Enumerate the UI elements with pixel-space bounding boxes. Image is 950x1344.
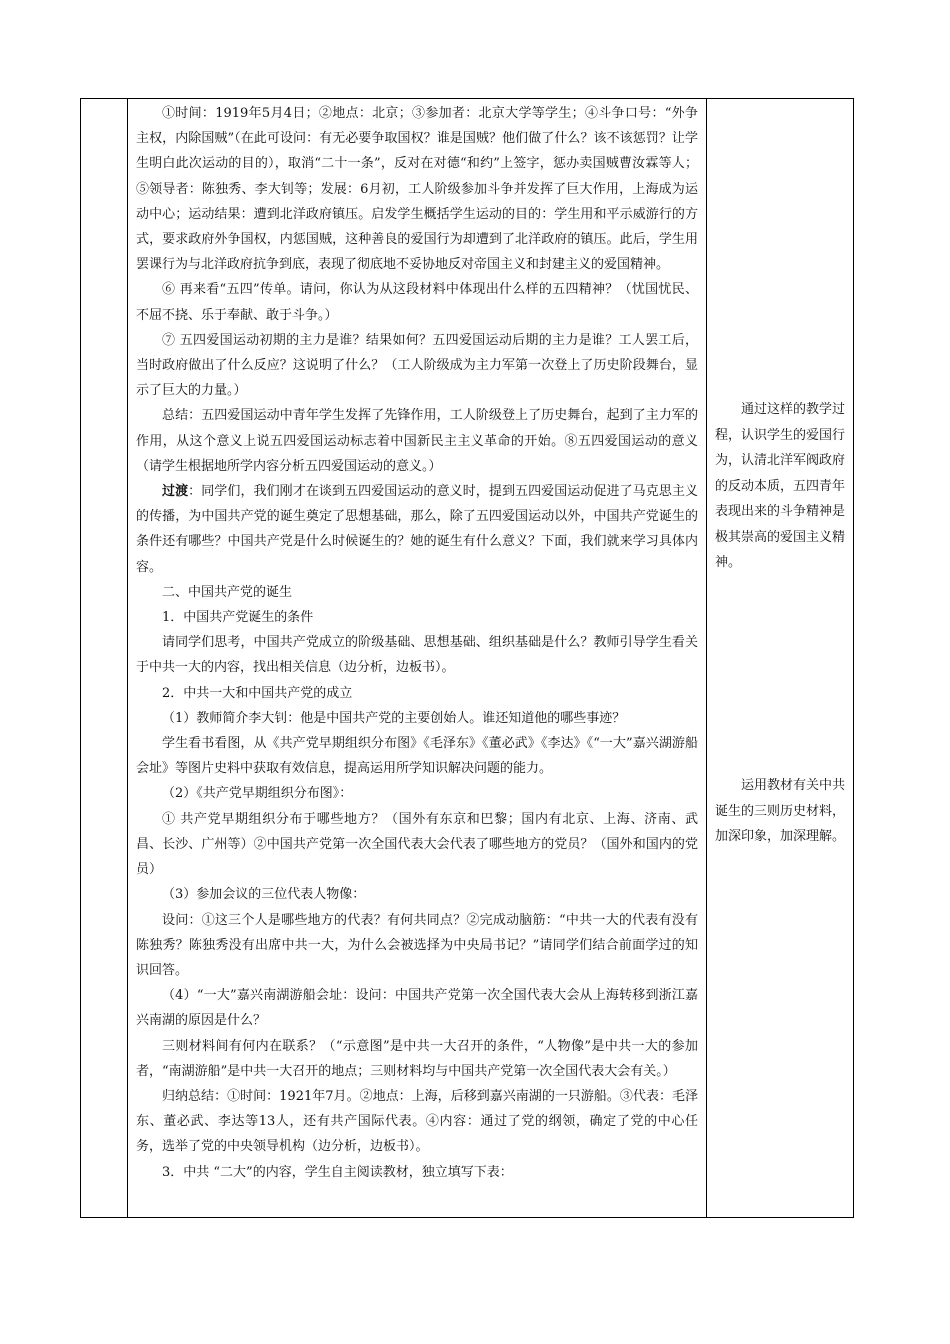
paragraph-li-dazhao: （1）教师简介李大钊：他是中国共产党的主要创始人。谁还知道他的哪些事迹？ [162, 710, 626, 726]
teaching-process-cell [128, 99, 707, 1218]
paragraph-conditions-question: 请同学们思考，中国共产党成立的阶级基础、思想基础、组织基础是什么？教师引导学生看关于中共一大的内容，找出相关信息（边分析，边板书）。 [136, 635, 698, 676]
paragraph-second-congress: 3．中共 “二大”的内容，学生自主阅读教材，独立填写下表： [162, 1164, 513, 1180]
paragraph-three-delegates: （3）参加会议的三位代表人物像： [162, 887, 366, 903]
paragraph-materials: 学生看书看图，从《共产党早期组织分布图》《毛泽东》《董必武》《李达》《“一大”嘉兴湖游船会址》等图片史料中获取有效信息，提高运用所学知识解决问题的能力。 [136, 736, 698, 777]
lesson-plan-table [80, 98, 854, 1218]
paragraph-main-force: ⑦ 五四爱国运动初期的主力是谁？结果如何？五四爱国运动后期的主力是谁？工人罢工后，当时政府做出了什么反应？这说明了什么？（工人阶级成为主力军第一次登上了历史阶段舞台，显示了巨大的力量。） [136, 332, 698, 399]
paragraph-material-links: 三则材料间有何内在联系？（“示意图”是中共一大召开的条件，“人物像”是中共一大的参加者，“南湖游船”是中共一大召开的地点；三则材料均与中国共产党第一次全国代表大会有关。） [136, 1038, 698, 1079]
table-row [81, 99, 854, 1218]
design-note-patriotism: 通过这样的教学过程，认识学生的爱国行为，认清北洋军阀政府的反动本质，五四青年表现出来的斗争精神是极其崇高的爱国主义精神。 [715, 402, 846, 570]
design-intent-cell [707, 99, 854, 1218]
transition-text: ：同学们，我们刚才在谈到五四爱国运动的意义时，提到五四爱国运动促进了马克思主义的传播，为中国共产党的诞生奠定了思想基础，那么，除了五四爱国运动以外，中国共产党诞生的条件还有哪些？中国共产党是什么时候诞生的？她的诞生有什么意义？下面，我们就来学习具体内容。 [136, 484, 698, 575]
paragraph-leaflet: ⑥ 再来看“五四”传单。请问，你认为从这段材料中体现出什么样的五四精神？（忧国忧民、不屈不挠、乐于奉献、敢于斗争。） [136, 282, 698, 323]
design-note-materials: 运用教材有关中共诞生的三则历史材料，加深印象，加深理解。 [715, 778, 846, 844]
paragraph-summary: 总结：五四爱国运动中青年学生发挥了先锋作用，工人阶级登上了历史舞台，起到了主力军的作用，从这个意义上说五四爱国运动标志着中国新民主主义革命的开始。⑧五四爱国运动的意义（请学生根据地所学内容分析五四爱国运动的意义。） [136, 408, 698, 474]
paragraph-conclusion: 归纳总结：①时间：1921年7月。②地点：上海，后移到嘉兴南湖的一只游船。③代表：毛泽东、董必武、李达等13人，还有共产国际代表。④内容：通过了党的纲领，确定了党的中心任务，选举了党的中央领导机构（边分析，边板书）。 [136, 1088, 698, 1155]
subheading-first-congress: 2．中共一大和中国共产党的成立 [162, 685, 353, 701]
blank-left-cell [81, 99, 128, 1218]
paragraph-distribution-map: （2）《共产党早期组织分布图》： [162, 786, 353, 802]
subheading-conditions: 1．中国共产党诞生的条件 [162, 610, 314, 626]
paragraph-south-lake-boat: （4）“一大”嘉兴南湖游船会址：设问：中国共产党第一次全国代表大会从上海转移到浙江嘉兴南湖的原因是什么？ [136, 988, 698, 1029]
transition-lead: 过渡 [162, 484, 189, 500]
paragraph-transition [136, 479, 698, 580]
paragraph-distribution-questions: ① 共产党早期组织分布于哪些地方？（国外有东京和巴黎；国内有北京、上海、济南、武昌、长沙、广州等）②中国共产党第一次全国代表大会代表了哪些地方的党员？（国外和国内的党员） [136, 811, 698, 878]
section-heading-party-birth: 二、中国共产党的诞生 [162, 584, 293, 600]
paragraph-may-fourth-facts: ①时间：1919年5月4日；②地点：北京；③参加者：北京大学等学生；④斗争口号：“外争主权，内除国贼”（在此可设问：有无必要争取国权？谁是国贼？他们做了什么？该不该惩罚？让学生明白此次运动的目的），取消“二十一条”，反对在对德“和约”上签字，惩办卖国贼曹汝霖等人；⑤领导者：陈独秀、李大钊等；发展：6月初，工人阶级参加斗争并发挥了巨大作用，上海成为运动中心；运动结果：遭到北洋政府镇压。启发学生概括学生运动的目的：学生用和平示威游行的方式，要求政府外争国权，内惩国贼，这种善良的爱国行为却遭到了北洋政府的镇压。此后，学生用罢课行为与北洋政府抗争到底，表现了彻底地不妥协地反对帝国主义和封建主义的爱国精神。 [136, 106, 698, 273]
paragraph-delegate-questions: 设问：①这三个人是哪些地方的代表？有何共同点？②完成动脑筋：“中共一大的代表有没有陈独秀？陈独秀没有出席中共一大，为什么会被选择为中央局书记？”请同学们结合前面学过的知识回答。 [136, 912, 698, 978]
